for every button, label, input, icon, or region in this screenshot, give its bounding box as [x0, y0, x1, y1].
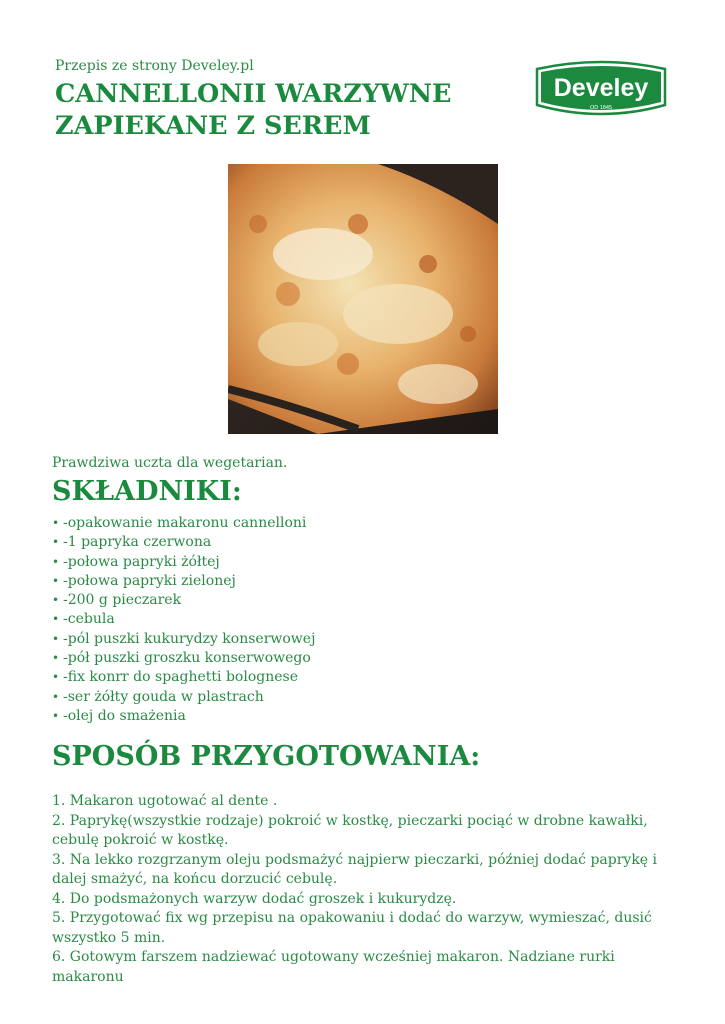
preparation-step: 4. Do podsmażonych warzyw dodać groszek i kukurydzę. — [52, 890, 457, 907]
ingredient-text: -olej do smażenia — [63, 707, 186, 724]
logo-since-text: OD 1845 — [589, 105, 613, 111]
ingredient-item — [52, 668, 315, 687]
source-line: Przepis ze strony Develey.pl — [55, 58, 254, 74]
bullet-icon: • — [52, 554, 60, 569]
ingredient-text: -opakowanie makaronu cannelloni — [63, 515, 307, 531]
preparation-step: 3. Na lekko rozgrzanym oleju podsmażyć najpierw pieczarki, później dodać paprykę i dalej smażyć, na końcu dorzucić cebulę. — [52, 851, 658, 887]
ingredients-heading: SKŁADNIKI: — [52, 476, 242, 507]
ingredient-item — [52, 707, 315, 726]
preparation-step: 5. Przygotować fix wg przepisu na opakowaniu i dodać do warzyw, wymieszać, dusić wszystko 5 min. — [52, 910, 652, 946]
bullet-icon: • — [52, 612, 60, 627]
bullet-icon: • — [52, 573, 60, 588]
preparation-step: 1. Makaron ugotować al dente . — [52, 793, 278, 809]
ingredient-item — [52, 688, 315, 707]
ingredient-text: -fix konrr do spaghetti bolognese — [63, 669, 298, 686]
ingredient-text: -200 g pieczarek — [63, 592, 182, 609]
ingredient-item — [52, 533, 315, 552]
bullet-icon: • — [52, 535, 60, 550]
ingredient-text: -połowa papryki zielonej — [63, 572, 236, 589]
ingredient-item — [52, 514, 315, 533]
bullet-icon: • — [52, 708, 60, 723]
develey-logo — [531, 59, 671, 123]
bullet-icon: • — [52, 516, 60, 530]
ingredient-item — [52, 649, 315, 668]
recipe-title-line-2: ZAPIEKANE Z SEREM — [55, 111, 371, 141]
preparation-steps — [52, 792, 682, 987]
ingredient-item — [52, 553, 315, 572]
bullet-icon: • — [52, 670, 60, 685]
ingredient-item — [52, 610, 315, 629]
develey-logo-graphic — [531, 59, 671, 123]
ingredient-text: -połowa papryki żółtej — [63, 553, 220, 570]
recipe-title — [55, 78, 515, 142]
ingredient-text: -ser żółty gouda w plastrach — [63, 688, 264, 705]
preparation-step: 2. Paprykę(wszystkie rodzaje) pokroić w kostkę, pieczarki pociąć w drobne kawałki, cebulę pokroić w kostkę. — [52, 812, 648, 848]
bullet-icon: • — [52, 689, 60, 704]
ingredients-list — [52, 514, 315, 726]
ingredient-text: -cebula — [63, 611, 115, 628]
bullet-icon: • — [52, 593, 60, 608]
recipe-intro: Prawdziwa uczta dla wegetarian. — [52, 455, 288, 471]
ingredient-item — [52, 591, 315, 610]
ingredient-text: -1 papryka czerwona — [63, 534, 212, 551]
recipe-title-line-1: CANNELLONII WARZYWNE — [55, 79, 452, 109]
preparation-step: 6. Gotowym farszem nadziewać ugotowany wcześniej makaron. Nadziane rurki makaronu — [52, 949, 615, 985]
dish-photo — [228, 164, 498, 434]
preparation-heading: SPOSÓB PRZYGOTOWANIA: — [52, 741, 481, 772]
ingredient-item — [52, 630, 315, 649]
ingredient-text: -pół puszki groszku konserwowego — [63, 650, 311, 667]
logo-brand-text: Develey — [553, 74, 649, 102]
bullet-icon: • — [52, 651, 60, 666]
ingredient-item — [52, 572, 315, 591]
bullet-icon: • — [52, 631, 60, 646]
ingredient-text: -pól puszki kukurydzy konserwowej — [63, 630, 316, 647]
baked-cannelloni-image — [228, 164, 498, 434]
